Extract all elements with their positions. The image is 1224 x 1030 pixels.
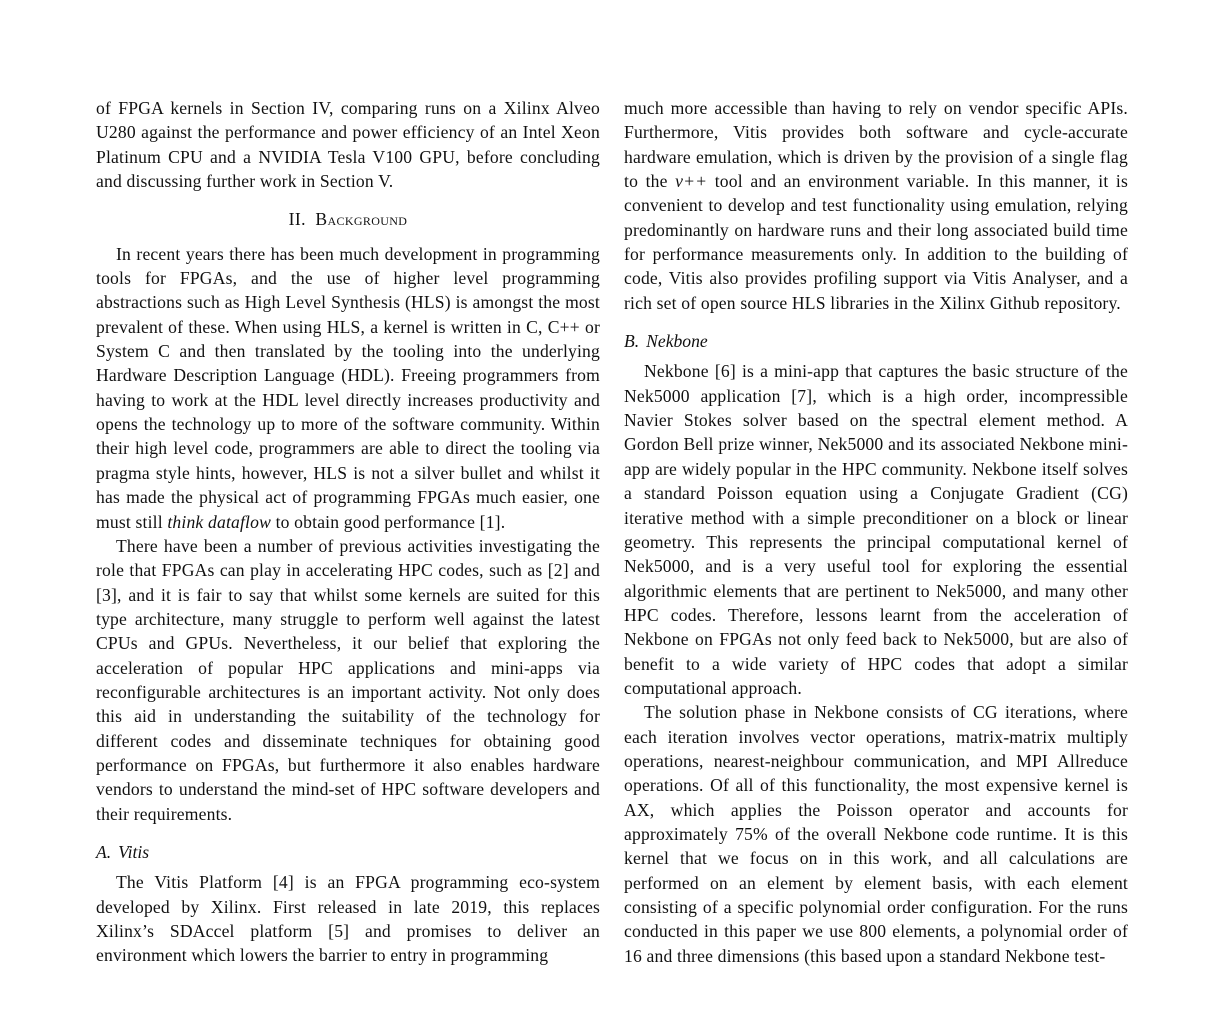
paragraph-vitis-platform: The Vitis Platform [4] is an FPGA programming eco-system developed by Xilinx. First released in late 2019, this replaces Xilinx’s SDAccel platform [5] and promises to deliver an environment which lowers the barrier to entry in programming: [96, 872, 600, 966]
paragraph-nekbone-description: Nekbone [6] is a mini-app that captures the basic structure of the Nek5000 application [7], which is a high order, incompressible Navier Stokes solver based on the spectral element method. A Gordon Bell prize winner, Nek5000 and its associated Nekbone mini-app are widely popular in the HPC community. Nekbone itself solves a standard Poisson equation using a Conjugate Gradient (CG) iterative method with a simple preconditioner on a block or linear geometry. This represents the principal computational kernel of Nek5000, and is a very useful tool for exploring the essential algorithmic elements that are pertinent to Nek5000, and many other HPC codes. Therefore, lessons learnt from the acceleration of Nekbone on FPGAs not only feed back to Nek5000, but are also of benefit to a wide variety of HPC codes that adopt a similar computational approach.: [624, 361, 1128, 698]
paragraph-hls-overview: [96, 242, 600, 534]
paragraph-hls-overview-part2: to obtain good performance [1].: [271, 511, 506, 532]
section-number: II.: [288, 209, 306, 230]
left-column: [96, 96, 600, 968]
subsection-heading-vitis: [96, 826, 600, 870]
paragraph-continued-from-previous-page: of FPGA kernels in Section IV, comparing runs on a Xilinx Alveo U280 against the performance and power efficiency of an Intel Xeon Platinum CPU and a NVIDIA Tesla V100 GPU, before concluding and discussing further work in Section V.: [96, 98, 600, 192]
paragraph-previous-activities: There have been a number of previous activities investigating the role that FPGAs can play in accelerating HPC codes, such as [2] and [3], and it is fair to say that whilst some kernels are suited for this type architecture, many struggle to perform well against the latest CPUs and GPUs. Nevertheless, it our belief that exploring the acceleration of popular HPC applications and mini-apps via reconfigurable architectures is an important activity. Not only does this aid in understanding the suitability of the technology for different codes and disseminate techniques for obtaining good performance on FPGAs, but furthermore it also enables hardware vendors to understand the mind-set of HPC software developers and their requirements.: [96, 535, 600, 824]
two-column-layout: [96, 96, 1128, 968]
subsection-number-b: B.: [624, 331, 640, 352]
subsection-title-nekbone: Nekbone: [646, 331, 708, 352]
subsection-heading-nekbone: [624, 315, 1128, 359]
subsection-number-a: A.: [96, 841, 112, 862]
paragraph-vitis-continued-part2: tool and an environment variable. In this manner, it is convenient to develop and test functionality using emulation, relying predominantly on hardware runs and their long associated build time for performance measurements only. In addition to the building of code, Vitis also provides profiling support via Vitis Analyser, and a rich set of open source HLS libraries in the Xilinx Github repository.: [624, 171, 1128, 313]
paragraph-vitis-continued: [624, 96, 1128, 315]
subsection-title-vitis: Vitis: [118, 841, 150, 862]
paragraph-nekbone-solution-phase: The solution phase in Nekbone consists of CG iterations, where each iteration involves vector operations, matrix-matrix multiply operations, nearest-neighbour communication, and MPI Allreduce operations. Of all of this functionality, the most expensive kernel is AX, which applies the Poisson operator and accounts for approximately 75% of the overall Nekbone code runtime. It is this kernel that we focus on in this work, and all calculations are performed on an element by element basis, with each element consisting of a specific polynomial order configuration. For the runs conducted in this paper we use 800 elements, a polynomial order of 16 and three dimensions (this based upon a standard Nekbone test-: [624, 702, 1128, 966]
right-column: [624, 96, 1128, 968]
emphasis-think-dataflow: think dataflow: [167, 511, 271, 532]
section-heading-background: [96, 193, 600, 241]
emphasis-vpp-tool: v++: [675, 171, 708, 192]
section-title: Background: [315, 209, 408, 230]
paragraph-hls-overview-part1: In recent years there has been much development in programming tools for FPGAs, and the use of higher level programming abstractions such as High Level Synthesis (HLS) is amongst the most prevalent of these. When using HLS, a kernel is written in C, C++ or System C and then translated by the tooling into the underlying Hardware Description Language (HDL). Freeing programmers from having to work at the HDL level directly increases productivity and opens the technology up to more of the software community. Within their high level code, programmers are able to direct the tooling via pragma style hints, however, HLS is not a silver bullet and whilst it has made the physical act of programming FPGAs much easier, one must still: [96, 243, 600, 532]
paragraph-vitis-continued-part1: much more accessible than having to rely on vendor specific APIs. Furthermore, Vitis provides both software and cycle-accurate hardware emulation, which is driven by the provision of a single flag to the: [624, 98, 1128, 192]
